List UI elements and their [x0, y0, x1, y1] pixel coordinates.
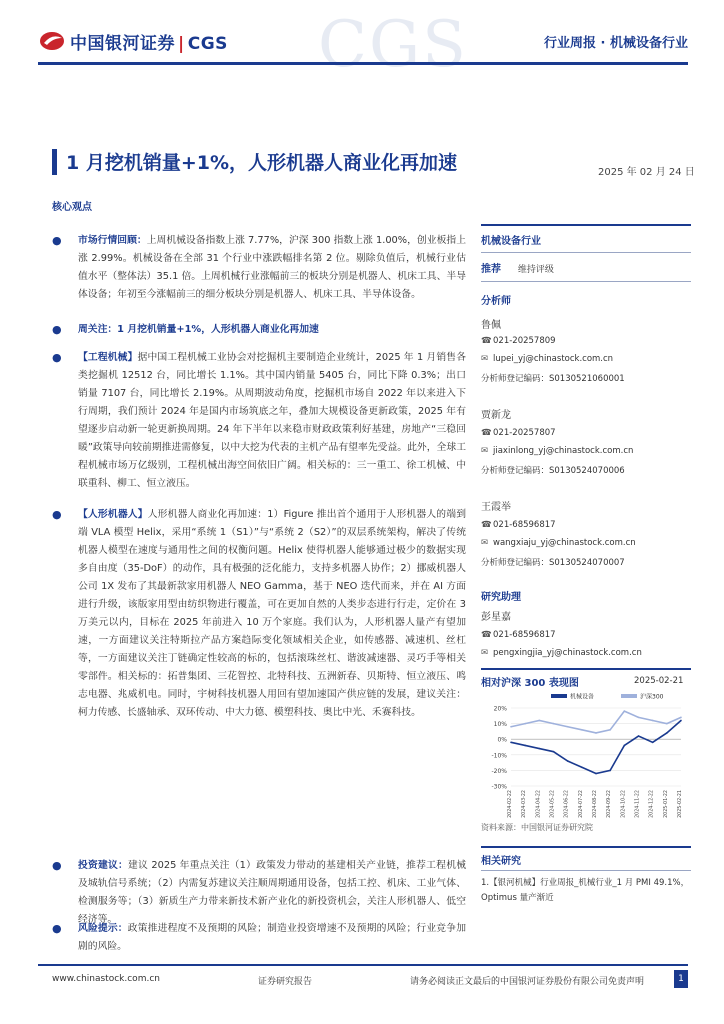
- envelope-icon: ✉: [481, 648, 489, 658]
- data-point: [524, 723, 526, 725]
- analyst-phone: ☎021-20257807: [481, 428, 556, 438]
- bullet-weekly-focus: [52, 321, 466, 341]
- data-point: [624, 745, 626, 747]
- brand-name: 中国银河证券 | CGS: [70, 34, 228, 54]
- envelope-icon: ✉: [481, 538, 489, 548]
- data-point: [567, 726, 569, 728]
- data-point: [539, 720, 541, 722]
- analyst-email[interactable]: ✉ wangxiaju_yj@chinastock.com.cn: [481, 538, 636, 548]
- related-item[interactable]: 1.【银河机械】行业周报_机械行业_1 月 PMI 49.1%，Optimus 量产渐近: [481, 878, 690, 903]
- related-divider: [481, 870, 691, 871]
- section-label: 核心观点: [52, 202, 92, 213]
- bullet-head: 【人形机器人】: [78, 509, 148, 520]
- sidebar-divider: [481, 281, 691, 282]
- footer-divider: [38, 964, 688, 966]
- chart-title: 相对沪深 300 表现图: [481, 678, 579, 689]
- x-tick-label: 2024-12-22: [649, 790, 655, 818]
- x-tick-label: 2024-07-22: [578, 790, 584, 818]
- data-point: [609, 770, 611, 772]
- sidebar-divider: [481, 224, 691, 226]
- rating-row: [481, 260, 691, 275]
- series-line-csi300: [511, 711, 681, 733]
- phone-icon: ☎: [481, 428, 492, 438]
- data-point: [595, 732, 597, 734]
- analyst-name: 贾新龙: [481, 410, 511, 421]
- legend-swatch: [621, 694, 637, 698]
- y-tick-label: -20%: [491, 767, 507, 775]
- analyst-name: 鲁佩: [481, 320, 501, 331]
- data-point: [680, 717, 682, 719]
- x-tick-label: 2024-10-22: [621, 790, 627, 818]
- data-point: [638, 735, 640, 737]
- bullet-icon: ●: [52, 351, 62, 364]
- report-type: 行业周报 · 机械设备行业: [544, 36, 688, 51]
- bullet-body: 上周机械设备指数上涨 7.77%，沪深 300 指数上涨 1.00%，创业板指上涨 2.99%。机械设备在全部 31 个行业中涨跌幅排名第 2 位。剔除负值后，机械行业估值水平（整体法）35.1 倍。上周机械行业涨幅前三的板块分别是机器人、机床工具、半导体设备；年初至今涨幅前三的细分板块分别是机器人、机床工具、半导体设备。: [78, 235, 466, 300]
- bullet-head: 投资建议：: [78, 860, 129, 871]
- assistant-name: 彭星嘉: [481, 612, 511, 623]
- brand-name-en: CGS: [187, 34, 228, 54]
- relative-performance-chart: [481, 690, 691, 820]
- x-tick-label: 2024-09-22: [607, 790, 613, 818]
- bullet-head: 风险提示：: [78, 923, 128, 934]
- bullet-humanoid-robot: [52, 506, 466, 806]
- analyst-cert: 分析师登记编码：S0130524070007: [481, 558, 625, 568]
- analyst-email[interactable]: ✉ jiaxinlong_yj@chinastock.com.cn: [481, 446, 634, 456]
- page-title: 1 月挖机销量+1%，人形机器人商业化再加速: [66, 152, 458, 174]
- data-point: [652, 720, 654, 722]
- y-tick-label: 20%: [493, 705, 507, 713]
- y-tick-label: 0%: [497, 736, 507, 744]
- data-point: [595, 773, 597, 775]
- x-tick-label: 2024-03-22: [522, 790, 528, 818]
- x-tick-label: 2024-05-22: [550, 790, 556, 818]
- page-number: 1: [674, 970, 688, 988]
- chart-source: 资料来源：中国银河证券研究院: [481, 823, 593, 832]
- y-tick-label: -30%: [491, 783, 507, 791]
- assistant-heading: 研究助理: [481, 592, 521, 603]
- bullet-investment-advice: [52, 857, 466, 925]
- x-tick-label: 2024-04-22: [536, 790, 542, 818]
- bullet-construction-machinery: [52, 349, 466, 501]
- report-date: 2025 年 02 月 24 日: [598, 167, 695, 178]
- phone-icon: ☎: [481, 630, 492, 640]
- bullet-head: 周关注：1 月挖机销量+1%，人形机器人商业化再加速: [78, 324, 319, 335]
- data-point: [666, 732, 668, 734]
- bullet-head: 市场行情回顾：: [78, 235, 147, 246]
- bullet-body: 据中国工程机械工业协会对挖掘机主要制造企业统计，2025 年 1 月销售各类挖掘机 12512 台，同比增长 1.1%。其中国内销量 5405 台，同比下降 0.3%；出口销量 7107 台，同比增长 2.19%。从周期波动角度，挖掘机市场自 2022 年以来进入下行周期，我们预计 2024 年是国内市场筑底之年，叠加大规模设备更新政策，2025 年有望逐步启动新一轮更新换周期。24 年下半年以来稳市财政政策利好基建，房地产“三稳回暖”政策导向较前期推进需修复，以中大挖为代表的主机产品有望率先受益。此外，全球工程机械市场万亿级别，工程机械出海空间依旧广阔。相关标的：三一重工、徐工机械、中联重科、柳工、恒立液压。: [78, 352, 466, 489]
- series-line-machinery: [511, 720, 681, 773]
- bullet-icon: ●: [52, 234, 62, 247]
- data-point: [624, 710, 626, 712]
- y-tick-label: 10%: [493, 721, 507, 729]
- chart-date: 2025-02-21: [634, 676, 684, 686]
- data-point: [539, 748, 541, 750]
- legend-swatch: [551, 694, 567, 698]
- analyst-cert: 分析师登记编码：S0130524070006: [481, 466, 625, 476]
- data-point: [510, 742, 512, 744]
- footer-disclaimer: 请务必阅读正文最后的中国银河证券股份有限公司免责声明: [410, 977, 645, 987]
- assistant-phone: ☎021-68596817: [481, 630, 556, 640]
- data-point: [567, 760, 569, 762]
- data-point: [666, 723, 668, 725]
- bullet-icon: ●: [52, 508, 62, 521]
- chart-divider: [481, 668, 691, 670]
- data-point: [524, 745, 526, 747]
- data-point: [609, 729, 611, 731]
- x-tick-label: 2025-01-22: [663, 790, 669, 818]
- phone-icon: ☎: [481, 336, 492, 346]
- bullet-body: 人形机器人商业化再加速：1）Figure 推出首个通用于人形机器人的端到端 VLA 模型 Helix，采用“系统 1（S1）”与“系统 2（S2）”的双层系统架构，解决了传统机器人模型在速度与通用性之间的权衡问题。Helix 使得机器人能够通过极少的数据实现多自由度（35-DoF）的动作，具有极强的泛化能力，支持多机器人协作；2）挪威机器人公司 1X 发布了其最新款家用机器人 NEO Gamma，基于 NEO 迭代而来，并在 AI 方面进行升级，该版家用型由纺织物进行覆盖，可在更加自然的人类步态进行行走，定价在 3 万美元以内，目标在 2025 年前进入 10 万个家庭。我们认为，人形机器人量产有望加速，一方面建议关注特斯拉产品方案趋际变化领域相关企业，如传感器、减速机、丝杠等，一方面建议关注丁链确定性较高的标的，包括滚珠丝杠、谐波减速器、灵巧手等相关零部件。相关标的：拓普集团、三花智控、北特科技、五洲新春、贝斯特、恒立液压、鸣志电器、兆威机电。同时，宇树科技机器人用回有望加速国产供应链的发展，建议关注：柯力传感、长盛轴承、双环传动、中大力德、模塑科技、奥比中光、禾赛科技。: [78, 509, 466, 718]
- title-accent-bar: [52, 149, 57, 175]
- rating-label: 推荐: [481, 264, 501, 275]
- bullet-body: 政策推进程度不及预期的风险；制造业投资增速不及预期的风险；行业竞争加剧的风险。: [78, 923, 467, 952]
- bullet-market-review: [52, 232, 466, 314]
- data-point: [680, 720, 682, 722]
- related-heading: 相关研究: [481, 856, 521, 867]
- y-tick-label: -10%: [491, 752, 507, 760]
- analyst-cert: 分析师登记编码：S0130521060001: [481, 374, 625, 384]
- related-divider: [481, 846, 691, 848]
- legend-label: 沪深300: [640, 693, 664, 701]
- bullet-icon: ●: [52, 859, 62, 872]
- header-divider: [38, 62, 688, 65]
- brand-logo-icon: [38, 30, 66, 52]
- envelope-icon: ✉: [481, 354, 489, 364]
- data-point: [581, 729, 583, 731]
- x-tick-label: 2024-02-22: [508, 790, 513, 818]
- analyst-name: 王霞举: [481, 502, 511, 513]
- legend-label: 机械设备: [570, 693, 595, 701]
- x-tick-label: 2025-02-21: [678, 790, 683, 818]
- analyst-phone: ☎021-68596817: [481, 520, 556, 530]
- bullet-body: 建议 2025 年重点关注（1）政策发力带动的基建相关产业链，推荐工程机械及城轨信号系统；（2）内需复苏建议关注顺周期通用设备，包括工控、机床、工业气体、检测服务等；（3）新质生产力带来新技术新产业化的新投资机会，关注人形机器人、低空经济等。: [78, 860, 466, 925]
- data-point: [553, 723, 555, 725]
- data-point: [652, 742, 654, 744]
- analyst-email[interactable]: ✉ lupei_yj@chinastock.com.cn: [481, 354, 614, 364]
- data-point: [581, 766, 583, 768]
- phone-icon: ☎: [481, 520, 492, 530]
- bullet-risk-warning: [52, 920, 466, 958]
- data-point: [638, 717, 640, 719]
- data-point: [553, 751, 555, 753]
- assistant-email[interactable]: ✉ pengxingjia_yj@chinastock.com.cn: [481, 648, 642, 658]
- x-tick-label: 2024-06-22: [564, 790, 570, 818]
- footer-doc-type: 证券研究报告: [258, 977, 313, 987]
- industry-label: 机械设备行业: [481, 236, 541, 247]
- footer-website[interactable]: www.chinastock.com.cn: [52, 974, 160, 984]
- analyst-phone: ☎021-20257809: [481, 336, 556, 346]
- bullet-head: 【工程机械】: [78, 352, 138, 363]
- analyst-heading: 分析师: [481, 296, 511, 307]
- bullet-icon: ●: [52, 922, 62, 935]
- x-tick-label: 2024-08-22: [593, 790, 598, 818]
- watermark: CGS: [318, 8, 468, 82]
- brand-name-cn: 中国银河证券: [70, 34, 175, 54]
- data-point: [510, 726, 512, 728]
- bullet-icon: ●: [52, 323, 62, 336]
- sidebar-divider: [481, 252, 691, 253]
- envelope-icon: ✉: [481, 446, 489, 456]
- x-tick-label: 2024-11-22: [635, 790, 641, 818]
- rating-value: 维持评级: [517, 265, 554, 275]
